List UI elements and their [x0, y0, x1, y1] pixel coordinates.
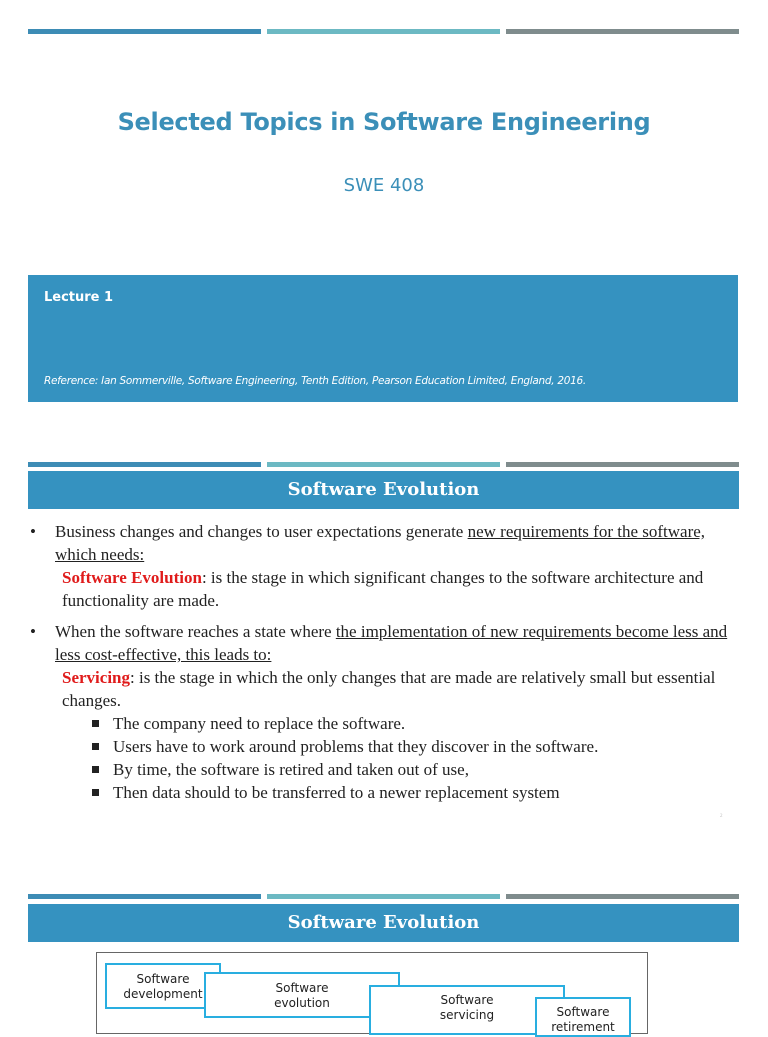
slide3-stripe-teal: [267, 894, 500, 899]
servicing-sub-list: [55, 712, 740, 804]
sub-list-item: [92, 735, 740, 758]
sub-item-text: The company need to replace the software.: [113, 714, 406, 733]
box-line2: evolution: [274, 996, 330, 1010]
slide3-stripe-blue: [28, 894, 261, 899]
definition-software-evolution: : is the stage in which significant changes to the software architecture and functionality are made.: [62, 568, 704, 610]
slide2-header: Software Evolution: [28, 471, 739, 509]
term-software-evolution: Software Evolution: [62, 568, 202, 587]
term-servicing: Servicing: [62, 668, 130, 687]
box-line1: Software: [136, 972, 190, 986]
sub-list-item: [92, 712, 740, 735]
slide2-stripe-teal: [267, 462, 500, 467]
sub-list-item: [92, 758, 740, 781]
slide2-stripe-blue: [28, 462, 261, 467]
top-stripe-blue: [28, 29, 261, 34]
slide2-stripe-gray: [506, 462, 739, 467]
diagram-box-retirement: [535, 997, 631, 1037]
course-code: SWE 408: [343, 175, 425, 196]
slide3-stripe-gray: [506, 894, 739, 899]
bullet2-underlined: the implementation of new requirements become less and less cost-effective, this leads to:: [55, 622, 728, 664]
bullet2-text: When the software reaches a state where: [55, 622, 336, 641]
top-stripe-gray: [506, 29, 739, 34]
slide2-content: [30, 520, 740, 812]
square-bullet-icon: [92, 789, 99, 796]
bullet1-text: Business changes and changes to user expectations generate: [55, 522, 468, 541]
page-number: 2: [720, 814, 723, 819]
bullet-dot: •: [30, 622, 36, 641]
slide-title: Selected Topics in Software Engineering: [117, 108, 651, 136]
evolution-diagram: [96, 952, 648, 1034]
box-line2: retirement: [551, 1020, 615, 1034]
square-bullet-icon: [92, 720, 99, 727]
top-stripe-teal: [267, 29, 500, 34]
bullet1-underlined: new requirements for the software, which needs:: [55, 522, 706, 564]
definition-servicing: : is the stage in which the only changes that are made are relatively small but essential changes.: [62, 668, 716, 710]
box-line1: Software: [440, 993, 494, 1007]
bullet-cost-effective: [30, 620, 740, 804]
square-bullet-icon: [92, 766, 99, 773]
bullet-business-changes: [30, 520, 740, 612]
box-line1: Software: [556, 1005, 610, 1019]
box-line2: servicing: [439, 1008, 495, 1022]
slide3-header: Software Evolution: [28, 904, 739, 942]
square-bullet-icon: [92, 743, 99, 750]
bullet-dot: •: [30, 522, 36, 541]
box-line2: development: [123, 987, 203, 1001]
lecture-label: Lecture 1: [44, 290, 114, 305]
sub-list-item: [92, 781, 740, 804]
software-evolution-definition: [55, 566, 740, 612]
lecture-info-box: [28, 275, 738, 402]
sub-item-text: Users have to work around problems that they discover in the software.: [113, 737, 599, 756]
servicing-definition: [55, 666, 740, 712]
reference-text: Reference: Ian Sommerville, Software Engineering, Tenth Edition, Pearson Education Limited, England, 2016.: [44, 375, 586, 387]
sub-item-text: Then data should to be transferred to a newer replacement system: [113, 783, 560, 802]
sub-item-text: By time, the software is retired and taken out of use,: [113, 760, 469, 779]
box-line1: Software: [275, 981, 329, 995]
